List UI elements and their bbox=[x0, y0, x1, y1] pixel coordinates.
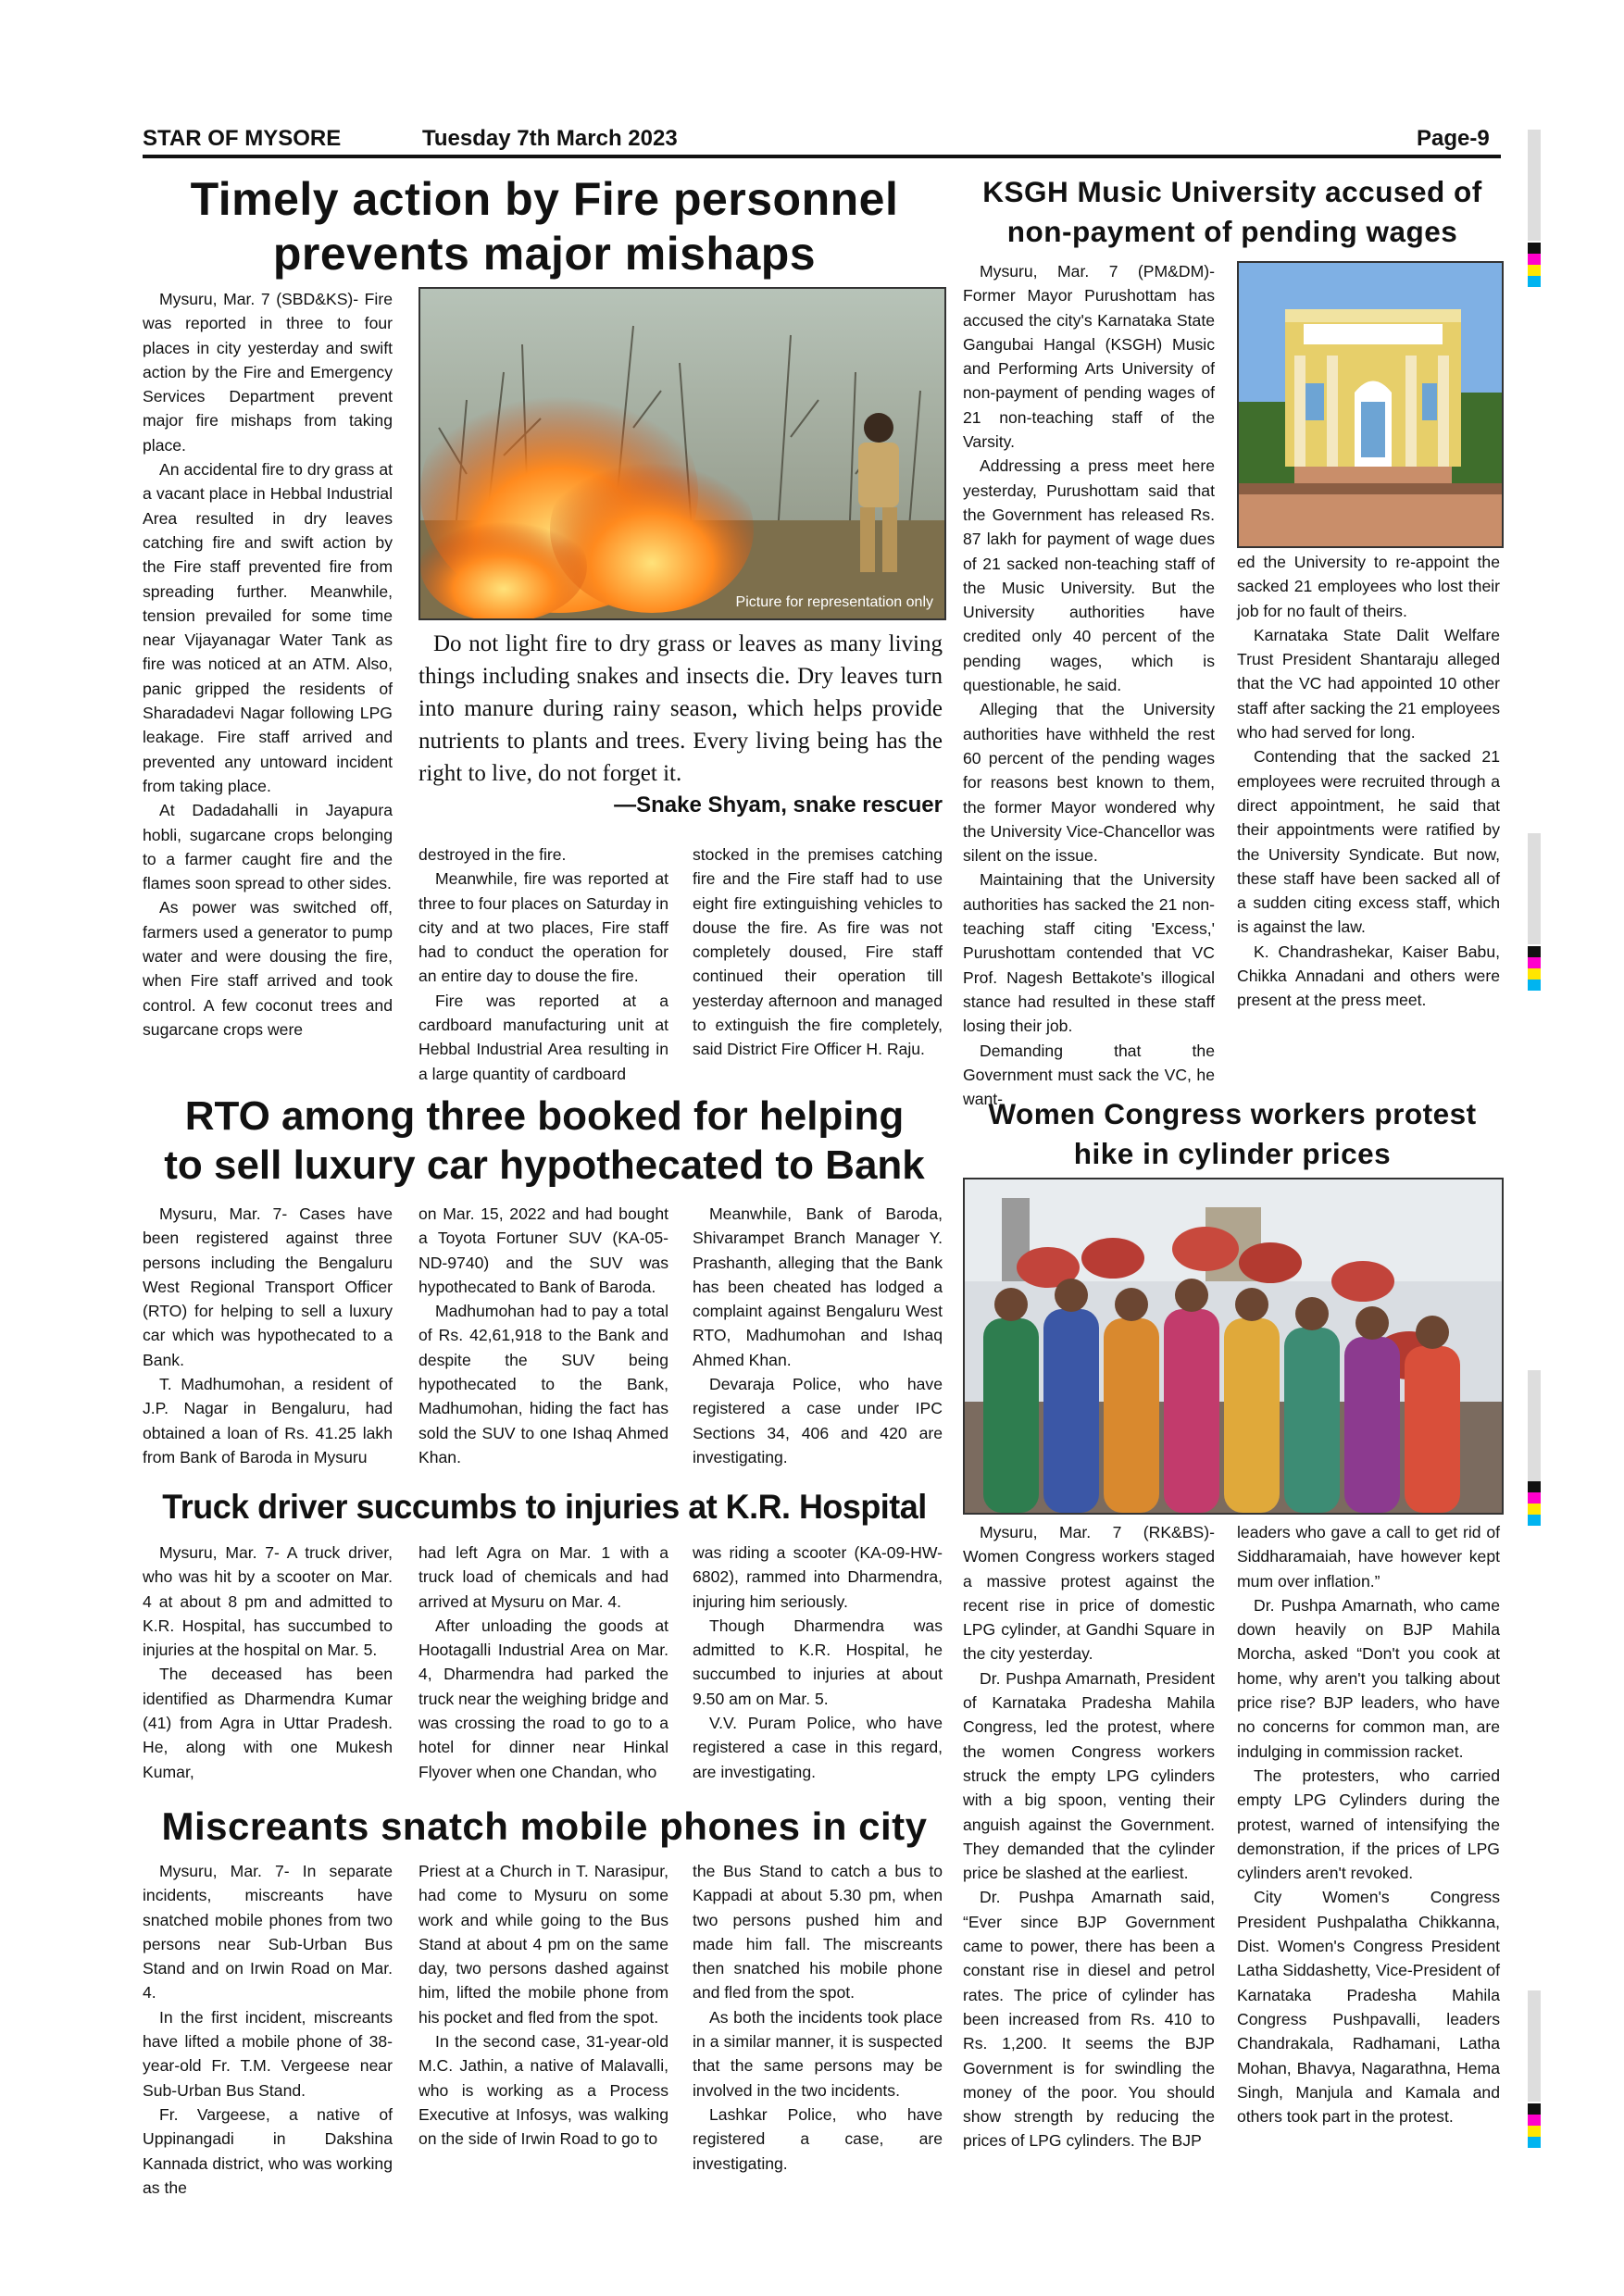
rto-headline-line-2: to sell luxury car hypothecated to Bank bbox=[164, 1142, 925, 1188]
registration-mark bbox=[1528, 243, 1541, 287]
fire-article-column-1 bbox=[143, 287, 393, 1042]
truck-article-column-2 bbox=[418, 1541, 668, 1784]
paragraph: Fr. Vargeese, a native of Uppinangadi in Dakshina Kannada district, who was working as the bbox=[143, 2104, 393, 2197]
paragraph: Addressing a press meet here yesterday, Purushottam said that the Government has released Rs. 87 lakh for payment of wage dues of 21 sacked non-teaching staff of the Music University. But the University authorities have credited only 40 percent of the pending wages, which is questionable, he said. bbox=[963, 456, 1215, 695]
paragraph: T. Madhumohan, a resident of J.P. Nagar in Bengaluru, had obtained a loan of Rs. 41.25 lakh from Bank of Baroda in Mysuru bbox=[143, 1375, 393, 1466]
paragraph: As both the incidents took place in a similar manner, it is suspected that the same persons may be involved in the two incidents. bbox=[693, 2007, 943, 2100]
paragraph: ed the University to re-appoint the sacked 21 employees who lost their job for no fault of theirs. bbox=[1237, 553, 1500, 620]
paragraph: The protesters, who carried empty LPG Cylinders during the protest, warned of intensifying the demonstration, if the prices of LPG cylinders aren't revoked. bbox=[1237, 1766, 1500, 1883]
phones-article-column-2 bbox=[418, 1859, 668, 2152]
paragraph: Though Dharmendra was admitted to K.R. Hospital, he succumbed to injuries at about 9.50 am on Mar. 5. bbox=[693, 1616, 943, 1708]
rto-article-column-2 bbox=[418, 1202, 668, 1469]
paragraph: Mysuru, Mar. 7- In separate incidents, miscreants have snatched mobile phones from two persons near Sub-Urban Bus Stand and on Irwin Road on Mar. 4. bbox=[143, 1862, 393, 2003]
paragraph: had left Agra on Mar. 1 with a truck load of chemicals and had arrived at Mysuru on Mar. 4. bbox=[418, 1543, 668, 1611]
fire-pull-quote bbox=[418, 628, 943, 790]
pull-quote-attribution: —Snake Shyam, snake rescuer bbox=[614, 792, 943, 817]
paragraph: destroyed in the fire. bbox=[418, 845, 567, 864]
paragraph: Madhumohan had to pay a total of Rs. 42,61,918 to the Bank and despite the SUV being hypothecated to the Bank, Madhumohan, hiding the fact has sold the SUV to one Ishaq Ahmed Khan. bbox=[418, 1302, 668, 1466]
paragraph: Mysuru, Mar. 7- Cases have been registered against three persons including the Bengaluru West Regional Transport Officer (RTO) for helping to sell a luxury car which was hypothecated to a Bank. bbox=[143, 1204, 393, 1369]
fire-article-column-3 bbox=[693, 842, 943, 1062]
fire-article-headline bbox=[137, 172, 952, 281]
ksgh-article-headline bbox=[963, 172, 1502, 253]
paragraph: Mysuru, Mar. 7 (RK&BS)- Women Congress workers staged a massive protest against the recent rise in price of domestic LPG cylinder, at Gandhi Square in the city yesterday. bbox=[963, 1523, 1215, 1664]
paragraph: Dr. Pushpa Amarnath, President of Karnataka Pradesha Mahila Congress, led the protest, where the women Congress workers struck the empty LPG cylinders with a big spoon, venting their anguish against the Government. They demanded that the cylinder price be slashed at the earliest. bbox=[963, 1668, 1215, 1883]
paragraph: Mysuru, Mar. 7 (SBD&KS)- Fire was reported in three to four places in city yesterday and swift action by the Fire and Emergency Services Department prevent major fire mishaps from taking place. bbox=[143, 290, 393, 455]
paragraph: The deceased has been identified as Dharmendra Kumar (41) from Agra in Uttar Pradesh. He, along with one Mukesh Kumar, bbox=[143, 1665, 393, 1781]
ksgh-headline-line-1: KSGH Music University accused of bbox=[982, 175, 1482, 208]
rto-headline-line-1: RTO among three booked for helping bbox=[184, 1093, 905, 1139]
pull-quote-text: Do not light fire to dry grass or leaves as many living things including snakes and insects die. Dry leaves turn into manure during rainy season, which helps provide nutrients to plants and trees. Every living being has the right to live, do not forget it. bbox=[418, 631, 943, 786]
fire-headline-line-2: prevents major mishaps bbox=[272, 228, 817, 280]
ksgh-article-column-1 bbox=[963, 259, 1215, 1111]
rto-article-column-3 bbox=[693, 1202, 943, 1469]
ksgh-headline-line-2: non-payment of pending wages bbox=[1006, 215, 1458, 249]
women-headline-line-1: Women Congress workers protest bbox=[988, 1097, 1477, 1130]
phones-article-column-3 bbox=[693, 1859, 943, 2176]
ksgh-building-photo bbox=[1237, 261, 1504, 548]
ksgh-building-image bbox=[1239, 263, 1502, 546]
paragraph: Contending that the sacked 21 employees were recruited through a direct appointment, he said that their appointments were ratified by the University Syndicate. But now, these staff have been sacked all of a sudden citing excess staff, which is against the law. bbox=[1237, 747, 1500, 937]
newspaper-name: STAR OF MYSORE bbox=[143, 126, 342, 151]
margin-grey-bar bbox=[1528, 1990, 1541, 2102]
paragraph: Maintaining that the University authorities has sacked the 21 non-teaching staff citing 'Excess,' Purushottam contended that VC Prof. Nagesh Bettakote's illogical stance had resulted in these staff losing their job. bbox=[963, 870, 1215, 1036]
fire-headline-line-1: Timely action by Fire personnel bbox=[190, 173, 899, 225]
issue-date: Tuesday 7th March 2023 bbox=[422, 126, 678, 151]
paragraph: Dr. Pushpa Amarnath, who came down heavily on BJP Mahila Morcha, asked “Don't you cook at home, why aren't you talking about price rise? BJP leaders, who have no concerns for common man, are indulging in commission racket. bbox=[1237, 1595, 1500, 1761]
paragraph: As power was switched off, farmers used a generator to pump water and were dousing the fire, when Fire staff arrived and took control. A few coconut trees and sugarcane crops were bbox=[143, 898, 393, 1039]
paragraph: Devaraja Police, who have registered a case under IPC Sections 34, 406 and 420 are investigating. bbox=[693, 1375, 943, 1466]
truck-article-column-1 bbox=[143, 1541, 393, 1784]
paragraph: the Bus Stand to catch a bus to Kappadi at about 5.30 pm, when two persons pushed him and made him fall. The miscreants then snatched his mobile phone and fled from the spot. bbox=[693, 1862, 943, 2003]
paragraph: After unloading the goods at Hootagalli Industrial Area on Mar. 4, Dharmendra had parked the truck near the weighing bridge and was crossing the road to go to a hotel for dinner near Hinkal Flyover when one Chandan, who bbox=[418, 1616, 668, 1781]
paragraph: Meanwhile, fire was reported at three to four places on Saturday in city and at two places, Fire staff had to conduct the operation for an entire day to douse the fire. bbox=[418, 869, 668, 986]
masthead-rule bbox=[143, 155, 1501, 158]
margin-grey-bar bbox=[1528, 833, 1541, 944]
women-headline-line-2: hike in cylinder prices bbox=[1073, 1137, 1392, 1171]
fire-photo-image bbox=[420, 289, 944, 618]
paragraph: Mysuru, Mar. 7 (PM&DM)- Former Mayor Purushottam has accused the city's Karnataka State Gangubai Hangal (KSGH) Music and Performing Arts University of non-payment of pending wages of 21 non-teaching staff of the Varsity. bbox=[963, 262, 1215, 452]
photo-caption: Picture for representation only bbox=[735, 594, 933, 610]
paragraph: City Women's Congress President Pushpalatha Chikkanna, Dist. Women's Congress President Latha Siddashetty, Vice-President of Karnataka Pradesha Mahila Congress Pushpavalli, leaders Chandrakala, Radhamani, Latha Mohan, Bhavya, Nagarathna, Hema Singh, Manjula and Kamala and others took part in the protest. bbox=[1237, 1888, 1500, 2127]
protest-image bbox=[965, 1179, 1502, 1513]
women-article-column-1 bbox=[963, 1520, 1215, 2153]
paragraph: stocked in the premises catching fire and the Fire staff had to use eight fire extinguishing vehicles to douse the fire. As fire was not completely doused, Fire staff continued their operation till yesterday afternoon and managed to extinguish the fire completely, said District Fire Officer H. Raju. bbox=[693, 845, 943, 1059]
fire-article-column-2 bbox=[418, 842, 668, 1086]
fire-photo bbox=[418, 287, 946, 620]
paragraph: At Dadadahalli in Jayapura hobli, sugarcane crops belonging to a farmer caught fire and the flames soon spread to other sides. bbox=[143, 801, 393, 893]
paragraph: Alleging that the University authorities have withheld the rest 60 percent of the pending wages for reasons best known to them, the former Mayor wondered why the University Vice-Chancellor was silent on the issue. bbox=[963, 700, 1215, 866]
paragraph: V.V. Puram Police, who have registered a case in this regard, are investigating. bbox=[693, 1714, 943, 1781]
rto-article-headline bbox=[137, 1092, 952, 1191]
paragraph: In the second case, 31-year-old M.C. Jathin, a native of Malavalli, who is working as a Process Executive at Infosys, was walking on the side of Irwin Road to go to bbox=[418, 2032, 668, 2149]
paragraph: Lashkar Police, who have registered a case, are investigating. bbox=[693, 2104, 943, 2173]
phones-article-headline: Miscreants snatch mobile phones in city bbox=[161, 1804, 928, 1848]
registration-mark bbox=[1528, 946, 1541, 991]
women-article-headline bbox=[963, 1094, 1502, 1175]
rto-article-column-1 bbox=[143, 1202, 393, 1469]
paragraph: Demanding that the Government must sack the VC, he want- bbox=[963, 1041, 1215, 1109]
women-article-column-2 bbox=[1237, 1520, 1500, 2128]
paragraph: Mysuru, Mar. 7- A truck driver, who was hit by a scooter on Mar. 4 at about 8 pm and admitted to K.R. Hospital, has succumbed to injuries at the hospital on Mar. 5. bbox=[143, 1543, 393, 1660]
paragraph: was riding a scooter (KA-09-HW-6802), rammed into Dharmendra, injuring him seriously. bbox=[693, 1543, 943, 1611]
paragraph: Fire was reported at a cardboard manufacturing unit at Hebbal Industrial Area resulting in a large quantity of cardboard bbox=[418, 991, 668, 1083]
truck-article-column-3 bbox=[693, 1541, 943, 1784]
paragraph: leaders who gave a call to get rid of Siddharamaiah, have however kept mum over inflation.” bbox=[1237, 1523, 1500, 1591]
page-number: Page-9 bbox=[1417, 126, 1490, 151]
protest-photo bbox=[963, 1178, 1504, 1515]
paragraph: Meanwhile, Bank of Baroda, Shivarampet Branch Manager Y. Prashanth, alleging that the Bank has been cheated has lodged a complaint against Bengaluru West RTO, Madhumohan and Ishaq Ahmed Khan. bbox=[693, 1204, 943, 1369]
paragraph: In the first incident, miscreants have lifted a mobile phone of 38-year-old Fr. T.M. Vergeese near Sub-Urban Bus Stand. bbox=[143, 2007, 393, 2100]
phones-article-column-1 bbox=[143, 1859, 393, 2200]
paragraph: Dr. Pushpa Amarnath said, “Ever since BJP Government came to power, there has been a constant rise in diesel and petrol rates. The price of cylinder has been increased from Rs. 410 to Rs. 1,200. It seems the BJP Government is for swindling the money of the poor. You should show strength by reducing the prices of LPG cylinders. The BJP bbox=[963, 1888, 1215, 2151]
truck-article-headline: Truck driver succumbs to injuries at K.R. Hospital bbox=[162, 1488, 927, 1526]
registration-mark bbox=[1528, 1481, 1541, 1526]
paragraph: An accidental fire to dry grass at a vacant place in Hebbal Industrial Area resulted in dry leaves catching fire and swift action by the Fire staff prevented fire from spreading further. Meanwhile, tension prevailed for some time near Vijayanagar Water Tank as fire was noticed at an ATM. Also, panic gripped the residents of Sharadadevi Nagar following LPG leakage. Fire staff arrived and prevented any untoward incident from taking place. bbox=[143, 460, 393, 795]
margin-grey-bar bbox=[1528, 130, 1541, 241]
margin-grey-bar bbox=[1528, 1370, 1541, 1481]
paragraph: Priest at a Church in T. Narasipur, had come to Mysuru on some work and while going to the Bus Stand at about 4 pm on the same day, two persons dashed against him, lifted the mobile phone from his pocket and fled from the spot. bbox=[418, 1862, 668, 2027]
ksgh-article-column-2 bbox=[1237, 550, 1500, 1013]
registration-mark bbox=[1528, 2103, 1541, 2148]
paragraph: on Mar. 15, 2022 and had bought a Toyota Fortuner SUV (KA-05-ND-9740) and the SUV was hypothecated to Bank of Baroda. bbox=[418, 1204, 668, 1296]
paragraph: Karnataka State Dalit Welfare Trust President Shantaraju alleged that the VC had appointed 10 other staff after sacking the 21 employees who had served for long. bbox=[1237, 625, 1500, 742]
paragraph: K. Chandrashekar, Kaiser Babu, Chikka Annadani and others were present at the press meet. bbox=[1237, 942, 1500, 1010]
